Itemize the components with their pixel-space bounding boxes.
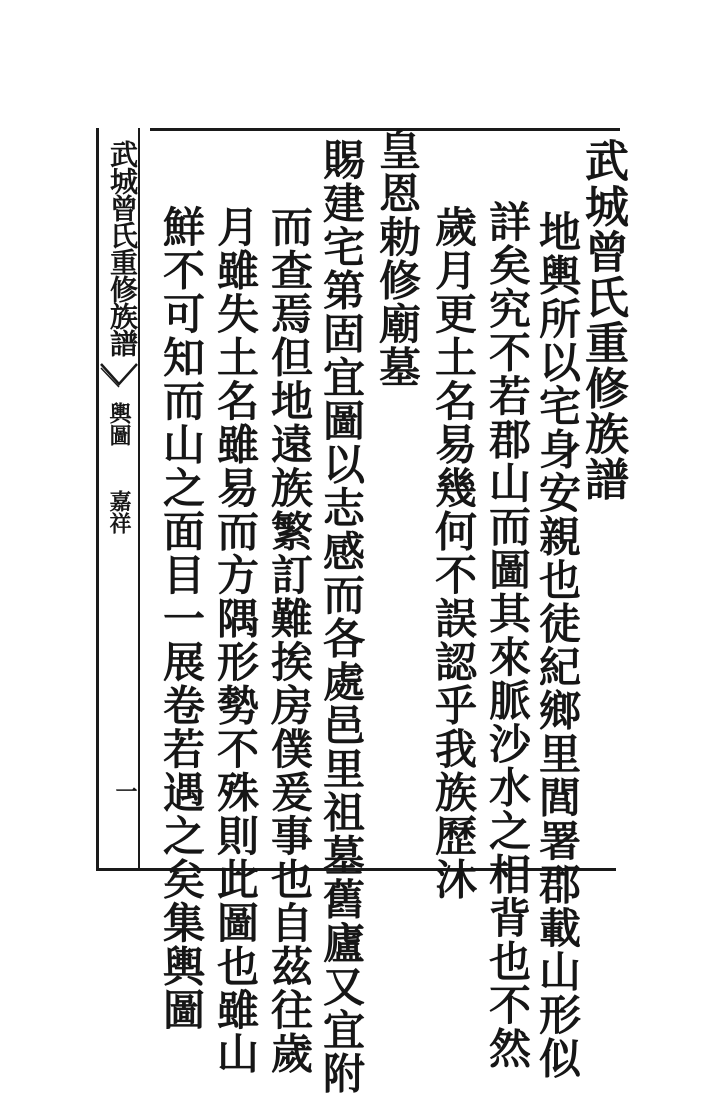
spine-left-line (96, 128, 99, 870)
fishtail-mark (100, 362, 138, 388)
text-column-6: 而查焉但地遠族繁訂難挨房僕爰事也自茲往歲 (265, 205, 314, 1075)
spine-book-title: 武城曾氏重修族譜 (106, 140, 139, 356)
text-column-7: 月雖失土名雖易而方隅形勢不殊則此圖也雖山 (211, 205, 260, 1075)
spine-page-number: 一 (112, 780, 138, 802)
spine-era-label: 嘉祥 (106, 490, 132, 534)
text-column-5: 賜建宅第固宜圖以志感而各處邑里祖墓舊廬又宜附 (317, 138, 366, 1095)
text-column-title: 武城曾氏重修族譜 (577, 138, 628, 502)
text-column-3: 歲月更土名易幾何不誤認乎我族歷沐 (429, 205, 478, 901)
spine-section-label: 輿圖 (106, 402, 132, 446)
text-column-8: 鮮不可知而山之面目一展卷若遇之矣集輿圖 (157, 205, 206, 1032)
text-column-4: 皇恩勅修廟墓 (373, 128, 422, 389)
text-column-2: 詳矣究不若郡山而圖其來脈沙水之相背也不然 (483, 200, 532, 1070)
text-column-1: 地輿所以宅身安親也徒紀鄉里閭署郡載山形似 (533, 210, 582, 1080)
